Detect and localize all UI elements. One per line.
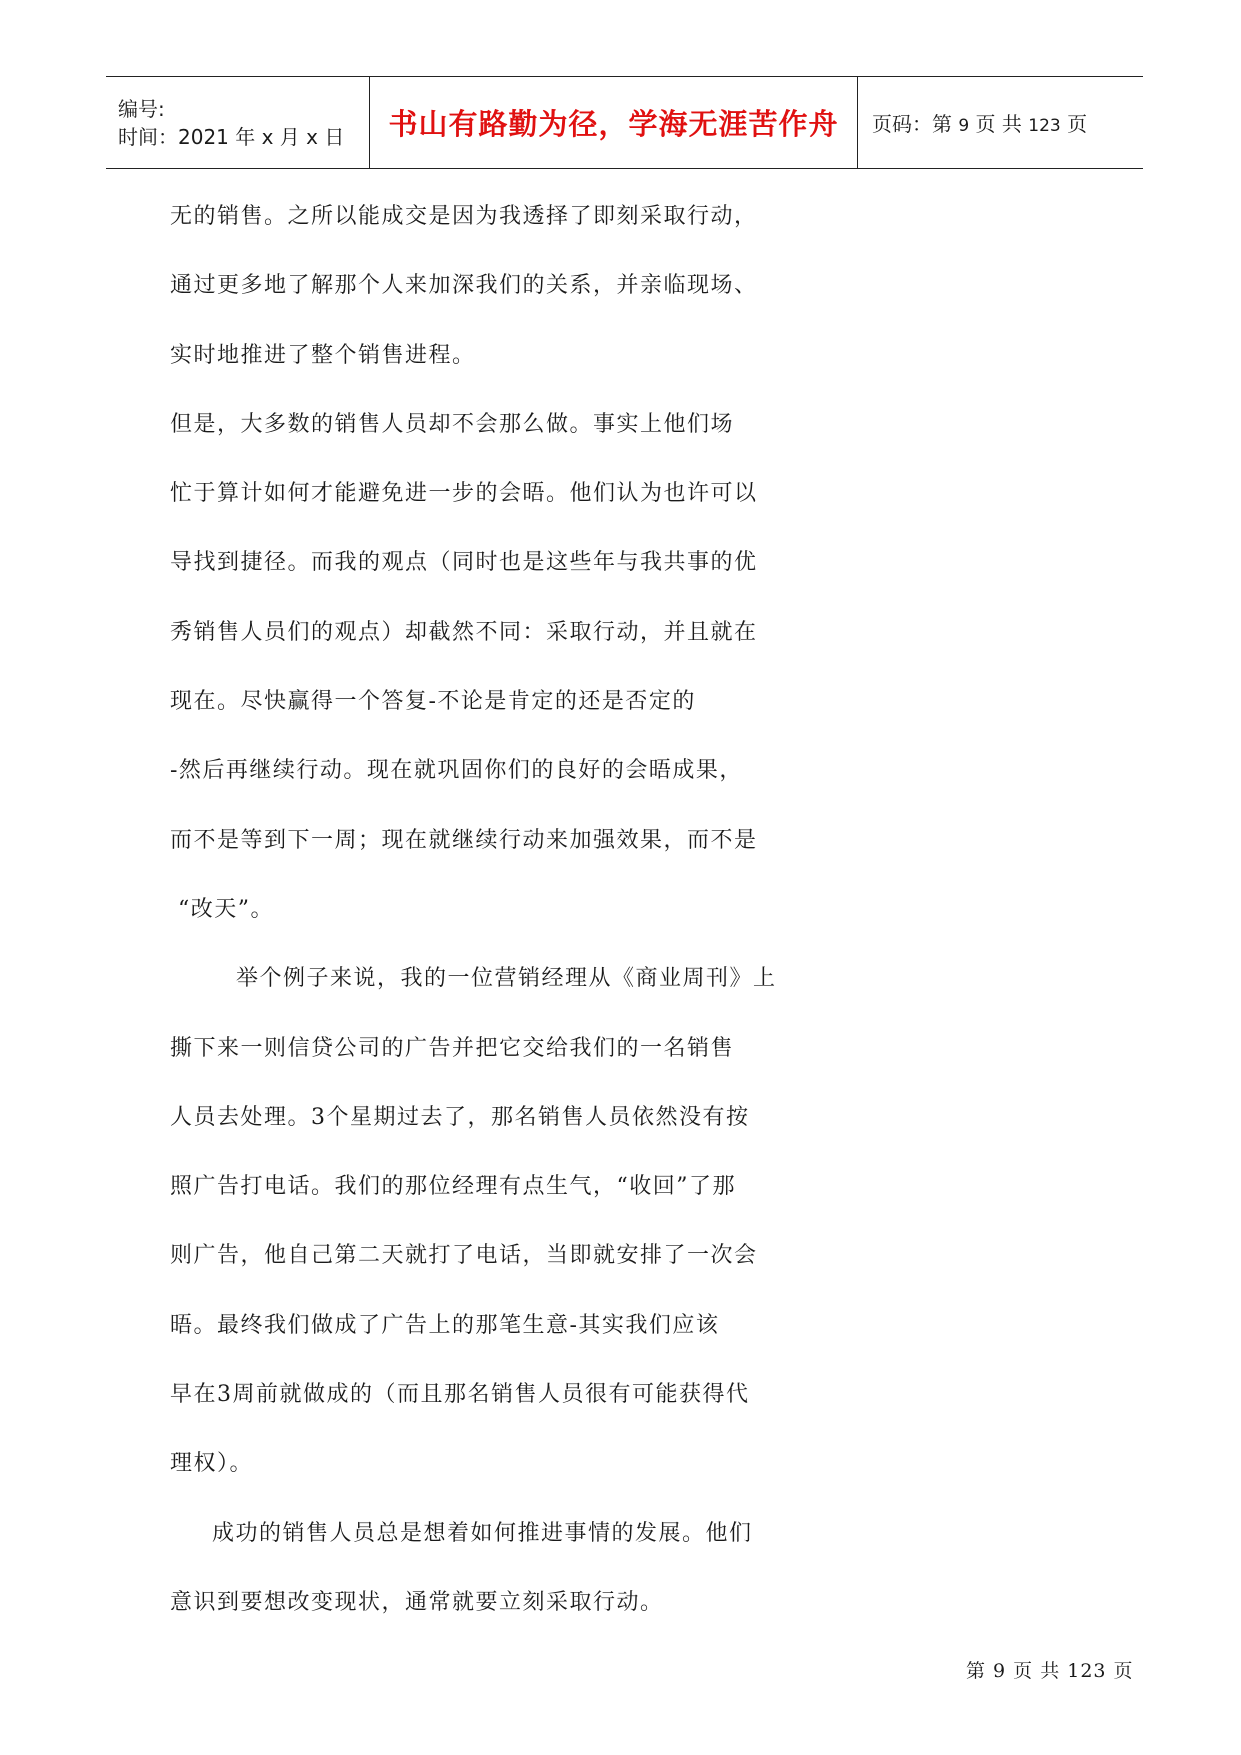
text-line: 意识到要想改变现状，通常就要立刻采取行动。 [170,1589,664,1615]
text-line: 早在3周前就做成的（而且那名销售人员很有可能获得代 [170,1382,750,1408]
page-header [106,76,1143,169]
text-line: 举个例子来说，我的一位营销经理从《商业周刊》上 [236,966,777,992]
document-body [170,182,850,1637]
time-label: 时间：2021 年 x 月 x 日 [118,124,345,149]
text-line: -然后再继续行动。现在就巩固你们的良好的会晤成果， [170,758,743,784]
text-line: 通过更多地了解那个人来加深我们的关系，并亲临现场、 [170,273,758,299]
page-total: 123 [1028,116,1061,136]
text-line: 晤。最终我们做成了广告上的那笔生意-其实我们应该 [170,1312,720,1338]
text-line: 现在。尽快赢得一个答复-不论是肯定的还是否定的 [170,689,696,715]
page-num: 9 [958,116,970,136]
text-line: 导找到捷径。而我的观点（同时也是这些年与我共事的优 [170,550,758,576]
text-line: 实时地推进了整个销售进程。 [170,342,476,368]
text-line: 而不是等到下一周；现在就继续行动来加强效果，而不是 [170,827,758,853]
code-label: 编号: [118,96,165,121]
text-line: 成功的销售人员总是想着如何推进事情的发展。他们 [212,1520,753,1546]
page-suffix: 页 [1067,112,1088,136]
text-line: 人员去处理。3个星期过去了，那名销售人员依然没有按 [170,1104,750,1130]
text-line: “改天”。 [178,896,274,922]
text-line: 则广告，他自己第二天就打了电话，当即就安排了一次会 [170,1243,758,1269]
text-line: 撕下来一则信贷公司的广告并把它交给我们的一名销售 [170,1035,735,1061]
text-line: 理权）。 [170,1451,254,1477]
page-footer: 第 9 页 共 123 页 [966,1660,1134,1682]
motto-text: 书山有路勤为径，学海无涯苦作舟 [388,107,839,141]
page-number-text [872,108,1143,137]
header-meta [106,77,370,168]
text-line: 无的销售。之所以能成交是因为我透择了即刻采取行动， [170,204,758,229]
header-motto [370,77,858,168]
text-line: 秀销售人员们的观点）却截然不同：采取行动，并且就在 [170,619,758,645]
text-line: 忙于算计如何才能避免进一步的会晤。他们认为也许可以 [170,481,758,507]
page-mid: 页 共 [975,112,1022,136]
text-line: 但是，大多数的销售人员却不会那么做。事实上他们场 [170,411,735,437]
header-page-number [858,77,1143,168]
page-prefix: 页码：第 [872,112,952,136]
text-line: 照广告打电话。我们的那位经理有点生气，“收回”了那 [170,1174,736,1200]
